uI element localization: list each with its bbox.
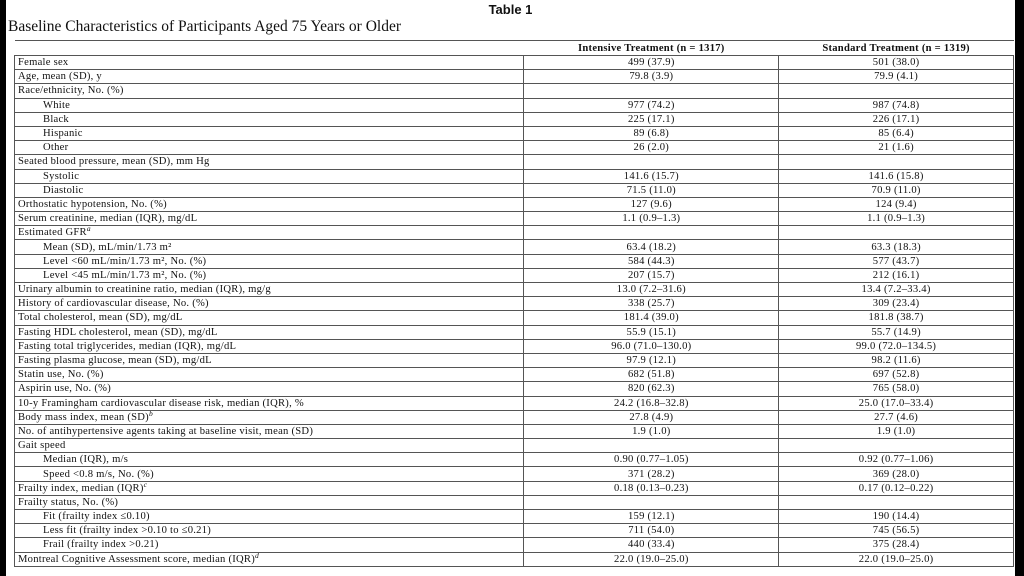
- standard-value: 27.7 (4.6): [779, 410, 1014, 424]
- intensive-value: 89 (6.8): [524, 126, 779, 140]
- standard-value: 745 (56.5): [779, 524, 1014, 538]
- intensive-value: 79.8 (3.9): [524, 70, 779, 84]
- row-label-cell: [15, 98, 524, 112]
- table-row: [15, 283, 1014, 297]
- intensive-value: 207 (15.7): [524, 268, 779, 282]
- standard-value: 765 (58.0): [779, 382, 1014, 396]
- intensive-value: 27.8 (4.9): [524, 410, 779, 424]
- standard-value: 13.4 (7.2–33.4): [779, 283, 1014, 297]
- intensive-value: [524, 84, 779, 98]
- footnote-marker: b: [148, 408, 153, 418]
- row-label: Fit (frailty index ≤0.10): [43, 511, 150, 523]
- intensive-value: 159 (12.1): [524, 510, 779, 524]
- intensive-value: 181.4 (39.0): [524, 311, 779, 325]
- intensive-value: 371 (28.2): [524, 467, 779, 481]
- row-label-cell: [15, 339, 524, 353]
- table-row: [15, 325, 1014, 339]
- standard-value: [779, 226, 1014, 240]
- standard-value: 1.9 (1.0): [779, 424, 1014, 438]
- standard-value: 25.0 (17.0–33.4): [779, 396, 1014, 410]
- row-label-cell: [15, 396, 524, 410]
- standard-value: 85 (6.4): [779, 126, 1014, 140]
- row-label-cell: [15, 439, 524, 453]
- intensive-value: 22.0 (19.0–25.0): [524, 552, 779, 566]
- row-label-cell: [15, 155, 524, 169]
- intensive-value: 71.5 (11.0): [524, 183, 779, 197]
- baseline-characteristics-table: [14, 40, 1014, 567]
- row-label: White: [43, 99, 71, 111]
- table-row: [15, 481, 1014, 495]
- row-label-cell: [15, 70, 524, 84]
- row-label-cell: [15, 424, 524, 438]
- intensive-value: 1.1 (0.9–1.3): [524, 212, 779, 226]
- standard-value: 70.9 (11.0): [779, 183, 1014, 197]
- table-row: [15, 524, 1014, 538]
- row-label: Age, mean (SD), y: [18, 71, 102, 83]
- table-row: [15, 226, 1014, 240]
- table-row: [15, 510, 1014, 524]
- row-label-cell: [15, 510, 524, 524]
- intensive-value: 141.6 (15.7): [524, 169, 779, 183]
- standard-value: 501 (38.0): [779, 56, 1014, 70]
- footnote-marker: d: [255, 550, 260, 560]
- table-body: [15, 56, 1014, 567]
- table-title: Baseline Characteristics of Participants Aged 75 Years or Older: [8, 18, 402, 35]
- intensive-value: [524, 155, 779, 169]
- standard-value: 98.2 (11.6): [779, 353, 1014, 367]
- row-label: Orthostatic hypotension, No. (%): [18, 198, 167, 210]
- table-row: [15, 254, 1014, 268]
- intensive-value: 0.90 (0.77–1.05): [524, 453, 779, 467]
- standard-value: 0.92 (0.77–1.06): [779, 453, 1014, 467]
- intensive-value: 440 (33.4): [524, 538, 779, 552]
- row-label-cell: [15, 183, 524, 197]
- intensive-value: 584 (44.3): [524, 254, 779, 268]
- row-label: Speed <0.8 m/s, No. (%): [43, 468, 154, 480]
- row-label: History of cardiovascular disease, No. (%): [18, 298, 209, 310]
- intensive-value: 820 (62.3): [524, 382, 779, 396]
- intensive-value: 682 (51.8): [524, 368, 779, 382]
- intensive-value: [524, 495, 779, 509]
- row-label: Median (IQR), m/s: [43, 454, 129, 466]
- row-label: Level <60 mL/min/1.73 m², No. (%): [43, 255, 207, 267]
- row-label: Race/ethnicity, No. (%): [18, 85, 124, 97]
- intensive-value: 24.2 (16.8–32.8): [524, 396, 779, 410]
- table-row: [15, 368, 1014, 382]
- intensive-value: 55.9 (15.1): [524, 325, 779, 339]
- row-label-cell: [15, 410, 524, 424]
- table-row: [15, 552, 1014, 566]
- table-row: [15, 141, 1014, 155]
- intensive-value: 0.18 (0.13–0.23): [524, 481, 779, 495]
- table-row: [15, 197, 1014, 211]
- intensive-value: [524, 439, 779, 453]
- row-label-cell: [15, 311, 524, 325]
- standard-value: 55.7 (14.9): [779, 325, 1014, 339]
- row-label: Other: [43, 142, 69, 154]
- standard-value: 577 (43.7): [779, 254, 1014, 268]
- row-label-cell: [15, 297, 524, 311]
- row-label: Less fit (frailty index >0.10 to ≤0.21): [43, 525, 212, 537]
- table-row: [15, 396, 1014, 410]
- table-row: [15, 126, 1014, 140]
- row-label-cell: [15, 197, 524, 211]
- table-row: [15, 339, 1014, 353]
- row-label-cell: [15, 84, 524, 98]
- table-row: [15, 212, 1014, 226]
- row-label: Gait speed: [18, 440, 66, 452]
- standard-value: 987 (74.8): [779, 98, 1014, 112]
- standard-value: 697 (52.8): [779, 368, 1014, 382]
- row-label: Seated blood pressure, mean (SD), mm Hg: [18, 156, 210, 168]
- row-label: Estimated GFR: [18, 227, 87, 239]
- table-row: [15, 297, 1014, 311]
- table-row: [15, 467, 1014, 481]
- row-label: Urinary albumin to creatinine ratio, median (IQR), mg/g: [18, 284, 271, 296]
- intensive-value: 13.0 (7.2–31.6): [524, 283, 779, 297]
- standard-value: 63.3 (18.3): [779, 240, 1014, 254]
- intensive-value: 1.9 (1.0): [524, 424, 779, 438]
- standard-value: 309 (23.4): [779, 297, 1014, 311]
- row-label-cell: [15, 268, 524, 282]
- table-row: [15, 56, 1014, 70]
- row-label: Fasting total triglycerides, median (IQR), mg/dL: [18, 340, 237, 352]
- table-row: [15, 424, 1014, 438]
- row-label: Serum creatinine, median (IQR), mg/dL: [18, 213, 198, 225]
- row-label: Mean (SD), mL/min/1.73 m²: [43, 241, 172, 253]
- standard-value: 21 (1.6): [779, 141, 1014, 155]
- row-label-cell: [15, 353, 524, 367]
- standard-value: 181.8 (38.7): [779, 311, 1014, 325]
- row-label: Fasting plasma glucose, mean (SD), mg/dL: [18, 355, 212, 367]
- row-label-cell: [15, 467, 524, 481]
- header-characteristic: [15, 41, 524, 56]
- row-label: Fasting HDL cholesterol, mean (SD), mg/dL: [18, 326, 218, 338]
- row-label-cell: [15, 240, 524, 254]
- row-label-cell: [15, 212, 524, 226]
- row-label: Level <45 mL/min/1.73 m², No. (%): [43, 269, 207, 281]
- table-row: [15, 155, 1014, 169]
- table-number: Table 1: [488, 2, 533, 17]
- row-label-cell: [15, 226, 524, 240]
- table-row: [15, 453, 1014, 467]
- row-label-cell: [15, 382, 524, 396]
- row-label-cell: [15, 453, 524, 467]
- document-page: [6, 0, 1015, 576]
- header-standard-treatment: Standard Treatment (n = 1319): [779, 41, 1014, 56]
- standard-value: 22.0 (19.0–25.0): [779, 552, 1014, 566]
- row-label-cell: [15, 56, 524, 70]
- table-row: [15, 538, 1014, 552]
- row-label: Frailty index, median (IQR): [18, 482, 144, 494]
- intensive-value: 225 (17.1): [524, 112, 779, 126]
- standard-value: 1.1 (0.9–1.3): [779, 212, 1014, 226]
- intensive-value: 338 (25.7): [524, 297, 779, 311]
- table-row: [15, 112, 1014, 126]
- standard-value: 79.9 (4.1): [779, 70, 1014, 84]
- row-label-cell: [15, 538, 524, 552]
- table-row: [15, 98, 1014, 112]
- table-row: [15, 70, 1014, 84]
- row-label-cell: [15, 325, 524, 339]
- table-row: [15, 169, 1014, 183]
- table-header-row: [15, 41, 1014, 56]
- footnote-marker: c: [143, 479, 148, 489]
- row-label-cell: [15, 481, 524, 495]
- intensive-value: 96.0 (71.0–130.0): [524, 339, 779, 353]
- row-label-cell: [15, 552, 524, 566]
- row-label: Diastolic: [43, 184, 84, 196]
- row-label-cell: [15, 141, 524, 155]
- table-row: [15, 183, 1014, 197]
- standard-value: [779, 439, 1014, 453]
- row-label-cell: [15, 368, 524, 382]
- standard-value: [779, 495, 1014, 509]
- standard-value: 190 (14.4): [779, 510, 1014, 524]
- standard-value: 0.17 (0.12–0.22): [779, 481, 1014, 495]
- intensive-value: [524, 226, 779, 240]
- standard-value: 375 (28.4): [779, 538, 1014, 552]
- intensive-value: 711 (54.0): [524, 524, 779, 538]
- standard-value: 99.0 (72.0–134.5): [779, 339, 1014, 353]
- standard-value: 369 (28.0): [779, 467, 1014, 481]
- row-label-cell: [15, 283, 524, 297]
- table-row: [15, 311, 1014, 325]
- intensive-value: 977 (74.2): [524, 98, 779, 112]
- row-label: Aspirin use, No. (%): [18, 383, 111, 395]
- row-label-cell: [15, 169, 524, 183]
- table-row: [15, 410, 1014, 424]
- intensive-value: 63.4 (18.2): [524, 240, 779, 254]
- standard-value: 124 (9.4): [779, 197, 1014, 211]
- row-label: Female sex: [18, 57, 69, 69]
- row-label-cell: [15, 112, 524, 126]
- row-label-cell: [15, 254, 524, 268]
- table-row: [15, 240, 1014, 254]
- table-row: [15, 84, 1014, 98]
- table-row: [15, 439, 1014, 453]
- standard-value: 226 (17.1): [779, 112, 1014, 126]
- table-row: [15, 495, 1014, 509]
- intensive-value: 97.9 (12.1): [524, 353, 779, 367]
- row-label: Systolic: [43, 170, 80, 182]
- row-label-cell: [15, 126, 524, 140]
- standard-value: 212 (16.1): [779, 268, 1014, 282]
- standard-value: [779, 155, 1014, 169]
- row-label: 10-y Framingham cardiovascular disease risk, median (IQR), %: [18, 397, 304, 409]
- right-border-bar: [1015, 0, 1024, 576]
- row-label: Montreal Cognitive Assessment score, median (IQR): [18, 553, 256, 565]
- intensive-value: 499 (37.9): [524, 56, 779, 70]
- header-intensive-treatment: Intensive Treatment (n = 1317): [524, 41, 779, 56]
- row-label: Frail (frailty index >0.21): [43, 539, 159, 551]
- table-row: [15, 353, 1014, 367]
- row-label: Frailty status, No. (%): [18, 496, 119, 508]
- row-label-cell: [15, 524, 524, 538]
- row-label-cell: [15, 495, 524, 509]
- row-label: Statin use, No. (%): [18, 369, 104, 381]
- row-label: Total cholesterol, mean (SD), mg/dL: [18, 312, 183, 324]
- table-row: [15, 268, 1014, 282]
- row-label: Black: [43, 113, 69, 125]
- row-label: Hispanic: [43, 128, 83, 140]
- table-row: [15, 382, 1014, 396]
- standard-value: 141.6 (15.8): [779, 169, 1014, 183]
- footnote-marker: a: [86, 224, 91, 234]
- intensive-value: 26 (2.0): [524, 141, 779, 155]
- row-label: Body mass index, mean (SD): [18, 411, 149, 423]
- standard-value: [779, 84, 1014, 98]
- intensive-value: 127 (9.6): [524, 197, 779, 211]
- row-label: No. of antihypertensive agents taking at baseline visit, mean (SD): [18, 425, 314, 437]
